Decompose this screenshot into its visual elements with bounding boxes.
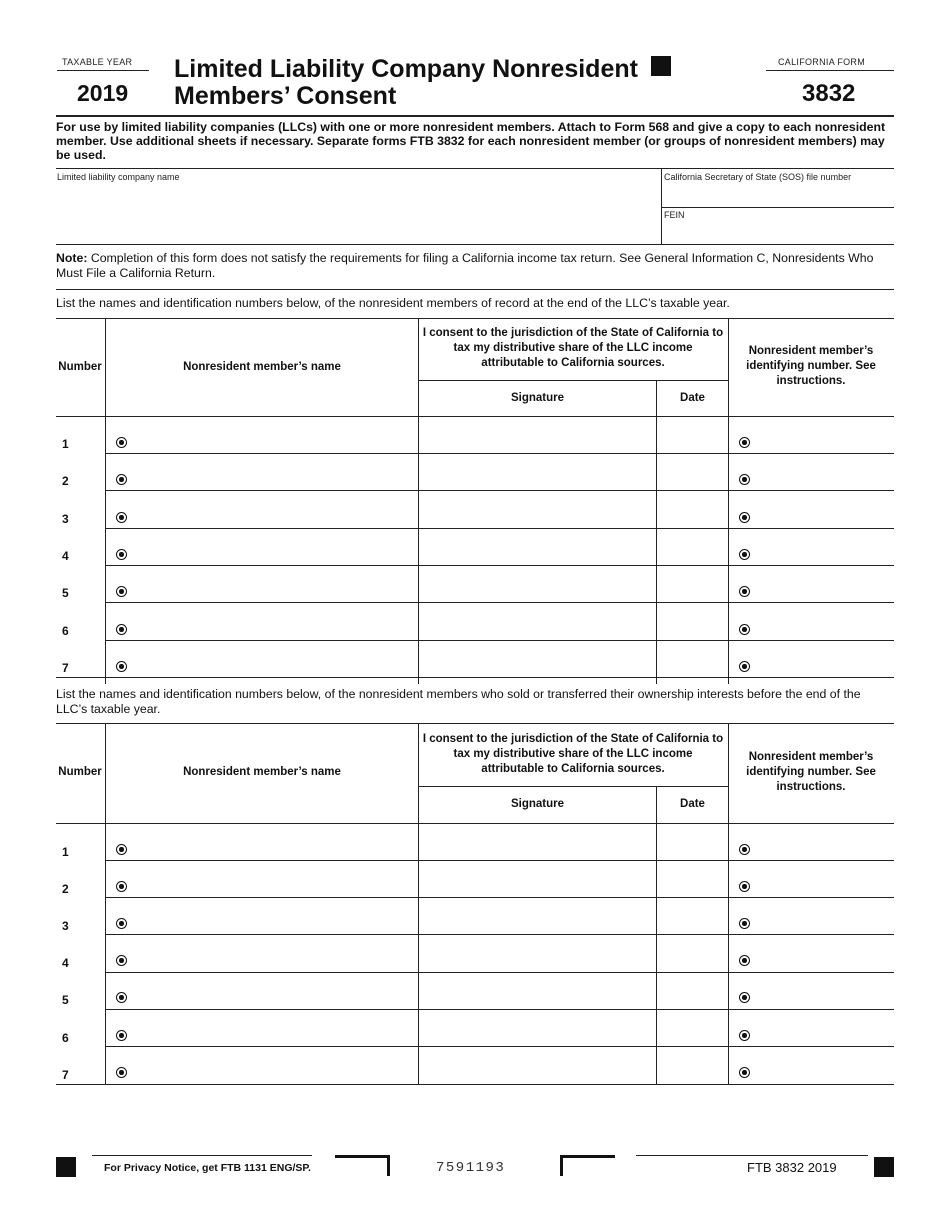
row-number: 5 (62, 586, 69, 600)
form-code: 7591193 (436, 1160, 506, 1176)
id-field-marker[interactable] (739, 549, 750, 560)
id-field-marker[interactable] (739, 474, 750, 485)
col-date-header: Date (680, 798, 705, 810)
id-field-marker[interactable] (739, 1030, 750, 1041)
name-field-marker[interactable] (116, 1067, 127, 1078)
id-field-marker[interactable] (739, 1067, 750, 1078)
row-number: 4 (62, 956, 69, 970)
fein-field[interactable] (664, 223, 892, 243)
id-field-marker[interactable] (739, 918, 750, 929)
col-id-header: Nonresident member’s identifying number. See instructions. (746, 345, 876, 387)
name-field-marker[interactable] (116, 844, 127, 855)
name-field-marker[interactable] (116, 1030, 127, 1041)
registration-mark (651, 56, 671, 76)
col-consent-header: I consent to the jurisdiction of the State of California to tax my distributive share of the LLC income attributable to California sources. (422, 327, 724, 369)
section2-intro: List the names and identification numbers below, of the nonresident members who sold or transferred their ownership interests before the end of the LLC’s taxable year. (56, 687, 861, 716)
form-number: 3832 (802, 80, 856, 107)
col-id-header: Nonresident member’s identifying number. See instructions. (746, 751, 876, 793)
name-field-marker[interactable] (116, 474, 127, 485)
name-field-marker[interactable] (116, 549, 127, 560)
form-instructions: For use by limited liability companies (LLCs) with one or more nonresident members. Attach to Form 568 and give a copy to each nonresident member. Use additional sheets if necessary. Separate forms FTB 3832 for each nonresident member (or groups of nonresident members) may be used. (56, 120, 886, 162)
name-field-marker[interactable] (116, 992, 127, 1003)
id-field-marker[interactable] (739, 437, 750, 448)
id-field-marker[interactable] (739, 586, 750, 597)
privacy-notice: For Privacy Notice, get FTB 1131 ENG/SP. (104, 1162, 311, 1174)
col-signature-header: Signature (510, 392, 565, 404)
id-field-marker[interactable] (739, 881, 750, 892)
row-number: 1 (62, 845, 69, 859)
name-field-marker[interactable] (116, 437, 127, 448)
fein-label: FEIN (664, 210, 685, 220)
id-field-marker[interactable] (739, 661, 750, 672)
footer-registration-mark-left (56, 1157, 76, 1177)
id-field-marker[interactable] (739, 624, 750, 635)
sos-file-number-field[interactable] (664, 186, 892, 206)
id-field-marker[interactable] (739, 992, 750, 1003)
row-number: 7 (62, 661, 69, 675)
scan-corner-mark-right (560, 1155, 615, 1176)
name-field-marker[interactable] (116, 918, 127, 929)
form-identifier: FTB 3832 2019 (747, 1160, 837, 1175)
name-field-marker[interactable] (116, 881, 127, 892)
col-number-header: Number (58, 766, 102, 778)
llc-name-label: Limited liability company name (57, 172, 180, 182)
row-number: 2 (62, 474, 69, 488)
row-number: 4 (62, 549, 69, 563)
footer-registration-mark-right (874, 1157, 894, 1177)
name-field-marker[interactable] (116, 955, 127, 966)
col-number-header: Number (58, 361, 102, 373)
col-signature-header: Signature (510, 798, 565, 810)
row-number: 6 (62, 624, 69, 638)
row-number: 7 (62, 1068, 69, 1082)
form-title (174, 56, 638, 110)
col-date-header: Date (680, 392, 705, 404)
row-number: 1 (62, 437, 69, 451)
taxable-year: 2019 (77, 80, 129, 106)
note-text: Completion of this form does not satisfy the requirements for filing a California income tax return. See General Information C, Nonresidents Who Must File a California Return. (56, 251, 874, 280)
name-field-marker[interactable] (116, 512, 127, 523)
row-number: 5 (62, 993, 69, 1007)
id-field-marker[interactable] (739, 955, 750, 966)
name-field-marker[interactable] (116, 624, 127, 635)
note-label: Note: (56, 251, 88, 265)
col-consent-header: I consent to the jurisdiction of the State of California to tax my distributive share of the LLC income attributable to California sources. (422, 733, 724, 775)
row-number: 2 (62, 882, 69, 896)
id-field-marker[interactable] (739, 512, 750, 523)
name-field-marker[interactable] (116, 661, 127, 672)
name-field-marker[interactable] (116, 586, 127, 597)
id-field-marker[interactable] (739, 844, 750, 855)
row-number: 3 (62, 512, 69, 526)
sos-file-number-label: California Secretary of State (SOS) file number (664, 172, 852, 182)
section1-intro: List the names and identification numbers below, of the nonresident members of record at the end of the LLC’s taxable year. (56, 296, 730, 310)
llc-name-field[interactable] (57, 186, 655, 240)
taxable-year-label: TAXABLE YEAR (62, 57, 133, 67)
note (56, 251, 892, 281)
california-form-label: CALIFORNIA FORM (778, 57, 866, 67)
scan-corner-mark-left (335, 1155, 390, 1176)
col-name-header: Nonresident member’s name (183, 361, 341, 373)
row-number: 6 (62, 1031, 69, 1045)
form-title-line2: Members’ Consent (174, 82, 397, 110)
form-title-line1: Limited Liability Company Nonresident (174, 55, 638, 83)
col-name-header: Nonresident member’s name (183, 766, 341, 778)
row-number: 3 (62, 919, 69, 933)
